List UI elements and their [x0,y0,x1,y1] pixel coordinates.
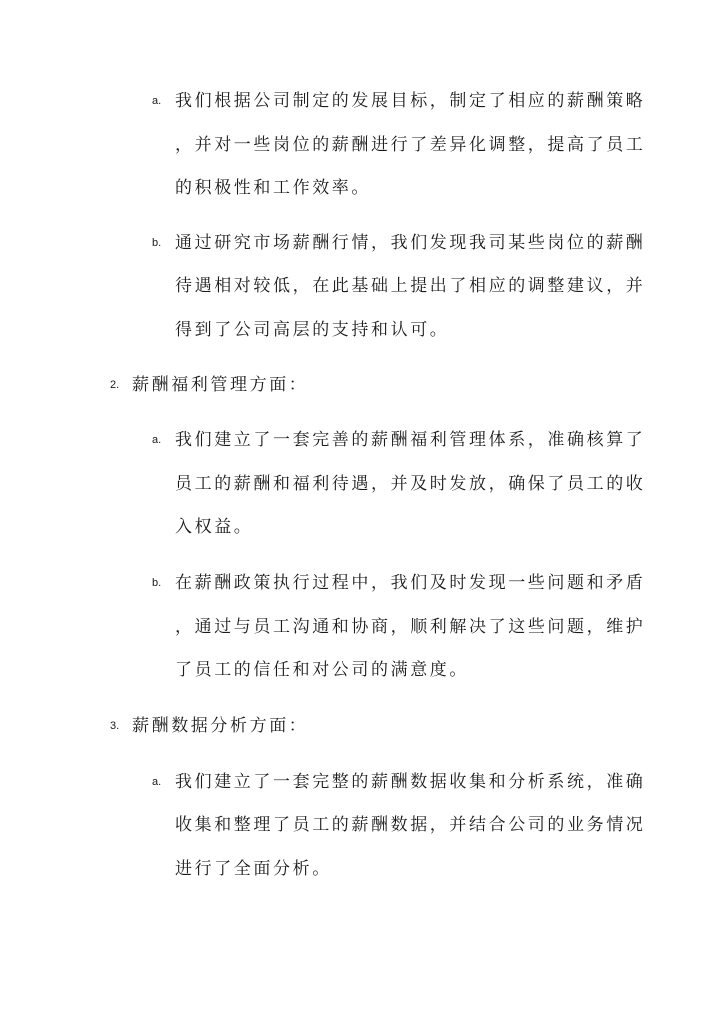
paragraph-line: 通过研究市场薪酬行情，我们发现我司某些岗位的薪酬 [175,233,646,253]
paragraph-line: 待遇相对较低，在此基础上提出了相应的调整建议，并 [175,276,646,296]
list-marker: b. [152,237,162,249]
paragraph-line: 收集和整理了员工的薪酬数据，并结合公司的业务情况 [175,815,646,835]
paragraph-line: 进行了全面分析。 [175,859,332,879]
section-heading: 薪酬福利管理方面： [132,375,309,395]
paragraph-line: 我们建立了一套完整的薪酬数据收集和分析系统，准确 [175,772,646,792]
paragraph-line: 在薪酬政策执行过程中，我们及时发现一些问题和矛盾 [175,573,646,593]
paragraph-line: 我们根据公司制定的发展目标，制定了相应的薪酬策略 [175,91,646,111]
paragraph-line: ，通过与员工沟通和协商，顺利解决了这些问题，维护 [175,617,646,637]
section-number: 3. [110,720,120,732]
list-marker: a. [152,434,162,446]
paragraph-line: 我们建立了一套完善的薪酬福利管理体系，准确核算了 [175,430,646,450]
paragraph-line: 了员工的信任和对公司的满意度。 [175,660,469,680]
section-number: 2. [110,379,120,391]
list-marker: a. [152,95,162,107]
paragraph-line: 的积极性和工作效率。 [175,178,371,198]
list-marker: b. [152,577,162,589]
section-heading: 薪酬数据分析方面： [132,716,309,736]
paragraph-line: 入权益。 [175,517,254,537]
list-marker: a. [152,776,162,788]
paragraph-line: 员工的薪酬和福利待遇，并及时发放，确保了员工的收 [175,474,646,494]
paragraph-line: 得到了公司高层的支持和认可。 [175,320,450,340]
paragraph-line: ，并对一些岗位的薪酬进行了差异化调整，提高了员工 [175,135,646,155]
